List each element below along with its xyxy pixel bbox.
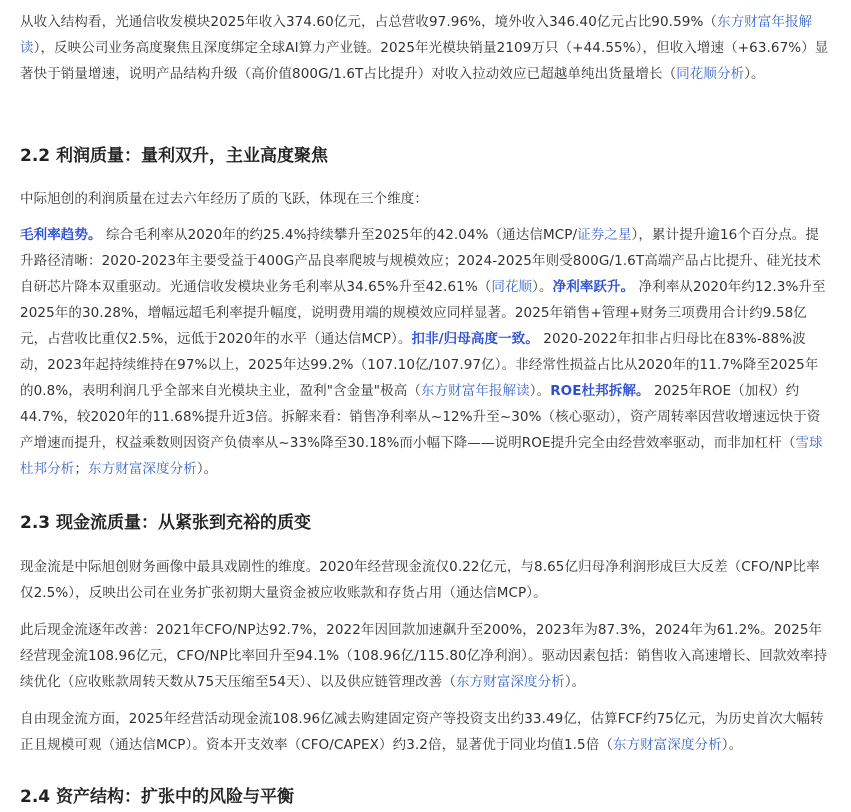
source-link-10jqka-short[interactable]: 同花顺 — [491, 279, 533, 295]
source-link-stockstar[interactable]: 证券之星 — [577, 227, 632, 243]
source-link-10jqka[interactable]: 同花顺分析 — [676, 66, 745, 82]
source-link-eastmoney-annual[interactable]: 东方财富年报解读 — [20, 14, 813, 56]
source-link-xueqiu-dupont[interactable]: 雪球杜邦分析 — [20, 435, 823, 477]
paragraph-cashflow-intro: 现金流是中际旭创财务画像中最具戏剧性的维度。2020年经营现金流仅0.22亿元，与8.65亿归母净利润形成巨大反差（CFO/NP比率仅2.5%），反映出公司在业务扩张初期大量资金被应收账款和存货占用（通达信MCP）。 — [20, 559, 820, 601]
section-heading-2-3: 2.3 现金流质量：从紧张到充裕的质变 — [20, 513, 312, 533]
source-link-eastmoney-deep-3[interactable]: 东方财富深度分析 — [612, 737, 722, 753]
section-heading-2-2: 2.2 利润质量：量利双升，主业高度聚焦 — [20, 146, 329, 166]
keyword-roe-dupont: ROE杜邦拆解。 — [550, 383, 650, 399]
paragraph-revenue-structure: 从收入结构看，光通信收发模块2025年收入374.60亿元，占总营收97.96%，境外收入346.40亿元占比90.59%（东方财富年报解读），反映公司业务高度聚焦且深度绑定全球AI算力产业链。2025年光模块销量2109万只（+44.55%），但收入增速（+63.67%）显著快于销量增速，说明产品结构升级（高价值800G/1.6T占比提升）对收入拉动效应已超越单纯出货量增长（同花顺分析）。 — [20, 14, 829, 82]
paragraph-cashflow-improvement: 此后现金流逐年改善：2021年CFO/NP达92.7%，2022年因回款加速飙升至200%，2023年为87.3%，2024年为61.2%。2025年经营现金流108.96亿元，CFO/NP比率回升至94.1%（108.96亿/115.80亿净利润）。驱动因素包括：销售收入高速增长、回款效率持续优化（应收账款周转天数从75天压缩至54天）、以及供应链管理改善（东方财富深度分析）。 — [20, 622, 828, 690]
paragraph-profit-lead: 中际旭创的利润质量在过去六年经历了质的飞跃，体现在三个维度： — [20, 191, 428, 207]
source-link-eastmoney-deep-2[interactable]: 东方财富深度分析 — [456, 674, 565, 690]
section-heading-2-4: 2.4 资产结构：扩张中的风险与平衡 — [20, 787, 295, 807]
keyword-net-margin: 净利率跃升。 — [552, 279, 635, 295]
source-link-eastmoney-annual-2[interactable]: 东方财富年报解读 — [420, 383, 530, 399]
paragraph-profit-details: 毛利率趋势。 综合毛利率从2020年的约25.4%持续攀升至2025年的42.04%（通达信MCP/证券之星），累计提升逾16个百分点。提升路径清晰：2020-2023年主要受益于400G产品良率爬坡与规模效应；2024-2025年则受800G/1.6T高端产品占比提升、硅光技术自研芯片降本双重驱动。光通信收发模块业务毛利率从34.65%升至42.61%（同花顺）。净利率跃升。 净利率从2020年约12.3%升至2025年的30.28%，增幅远超毛利率提升幅度，说明费用端的规模效应同样显著。2025年销售+管理+财务三项费用合计约9.58亿元，占营收比重仅2.5%，远低于2020年的水平（通达信MCP）。扣非/归母高度一致。 2020-2022年扣非占归母比在83%-88%波动，2023年起持续维持在97%以上，2025年达99.2%（107.10亿/107.97亿）。非经常性损益占比从2020年的11.7%降至2025年的0.8%，表明利润几乎全部来自光模块主业，盈利"含金量"极高（东方财富年报解读）。ROE杜邦拆解。 2025年ROE（加权）约44.7%，较2020年的11.68%提升近3倍。拆解来看：销售净利率从~12%升至~30%（核心驱动），资产周转率因营收增速远快于资产增速而提升，权益乘数则因资产负债率从~33%降至30.18%而小幅下降——说明ROE提升完全由经营效率驱动，而非加杠杆（雪球杜邦分析；东方财富深度分析）。 — [20, 227, 826, 477]
paragraph-free-cashflow: 自由现金流方面，2025年经营活动现金流108.96亿减去购建固定资产等投资支出约33.49亿，估算FCF约75亿元，为历史首次大幅转正且规模可观（通达信MCP）。资本开支效率（CFO/CAPEX）约3.2倍，显著优于同业均值1.5倍（东方财富深度分析）。 — [20, 711, 824, 753]
source-link-eastmoney-deep[interactable]: 东方财富深度分析 — [88, 461, 197, 477]
keyword-gross-margin: 毛利率趋势。 — [20, 227, 102, 243]
keyword-deducted-profit: 扣非/归母高度一致。 — [411, 331, 539, 347]
